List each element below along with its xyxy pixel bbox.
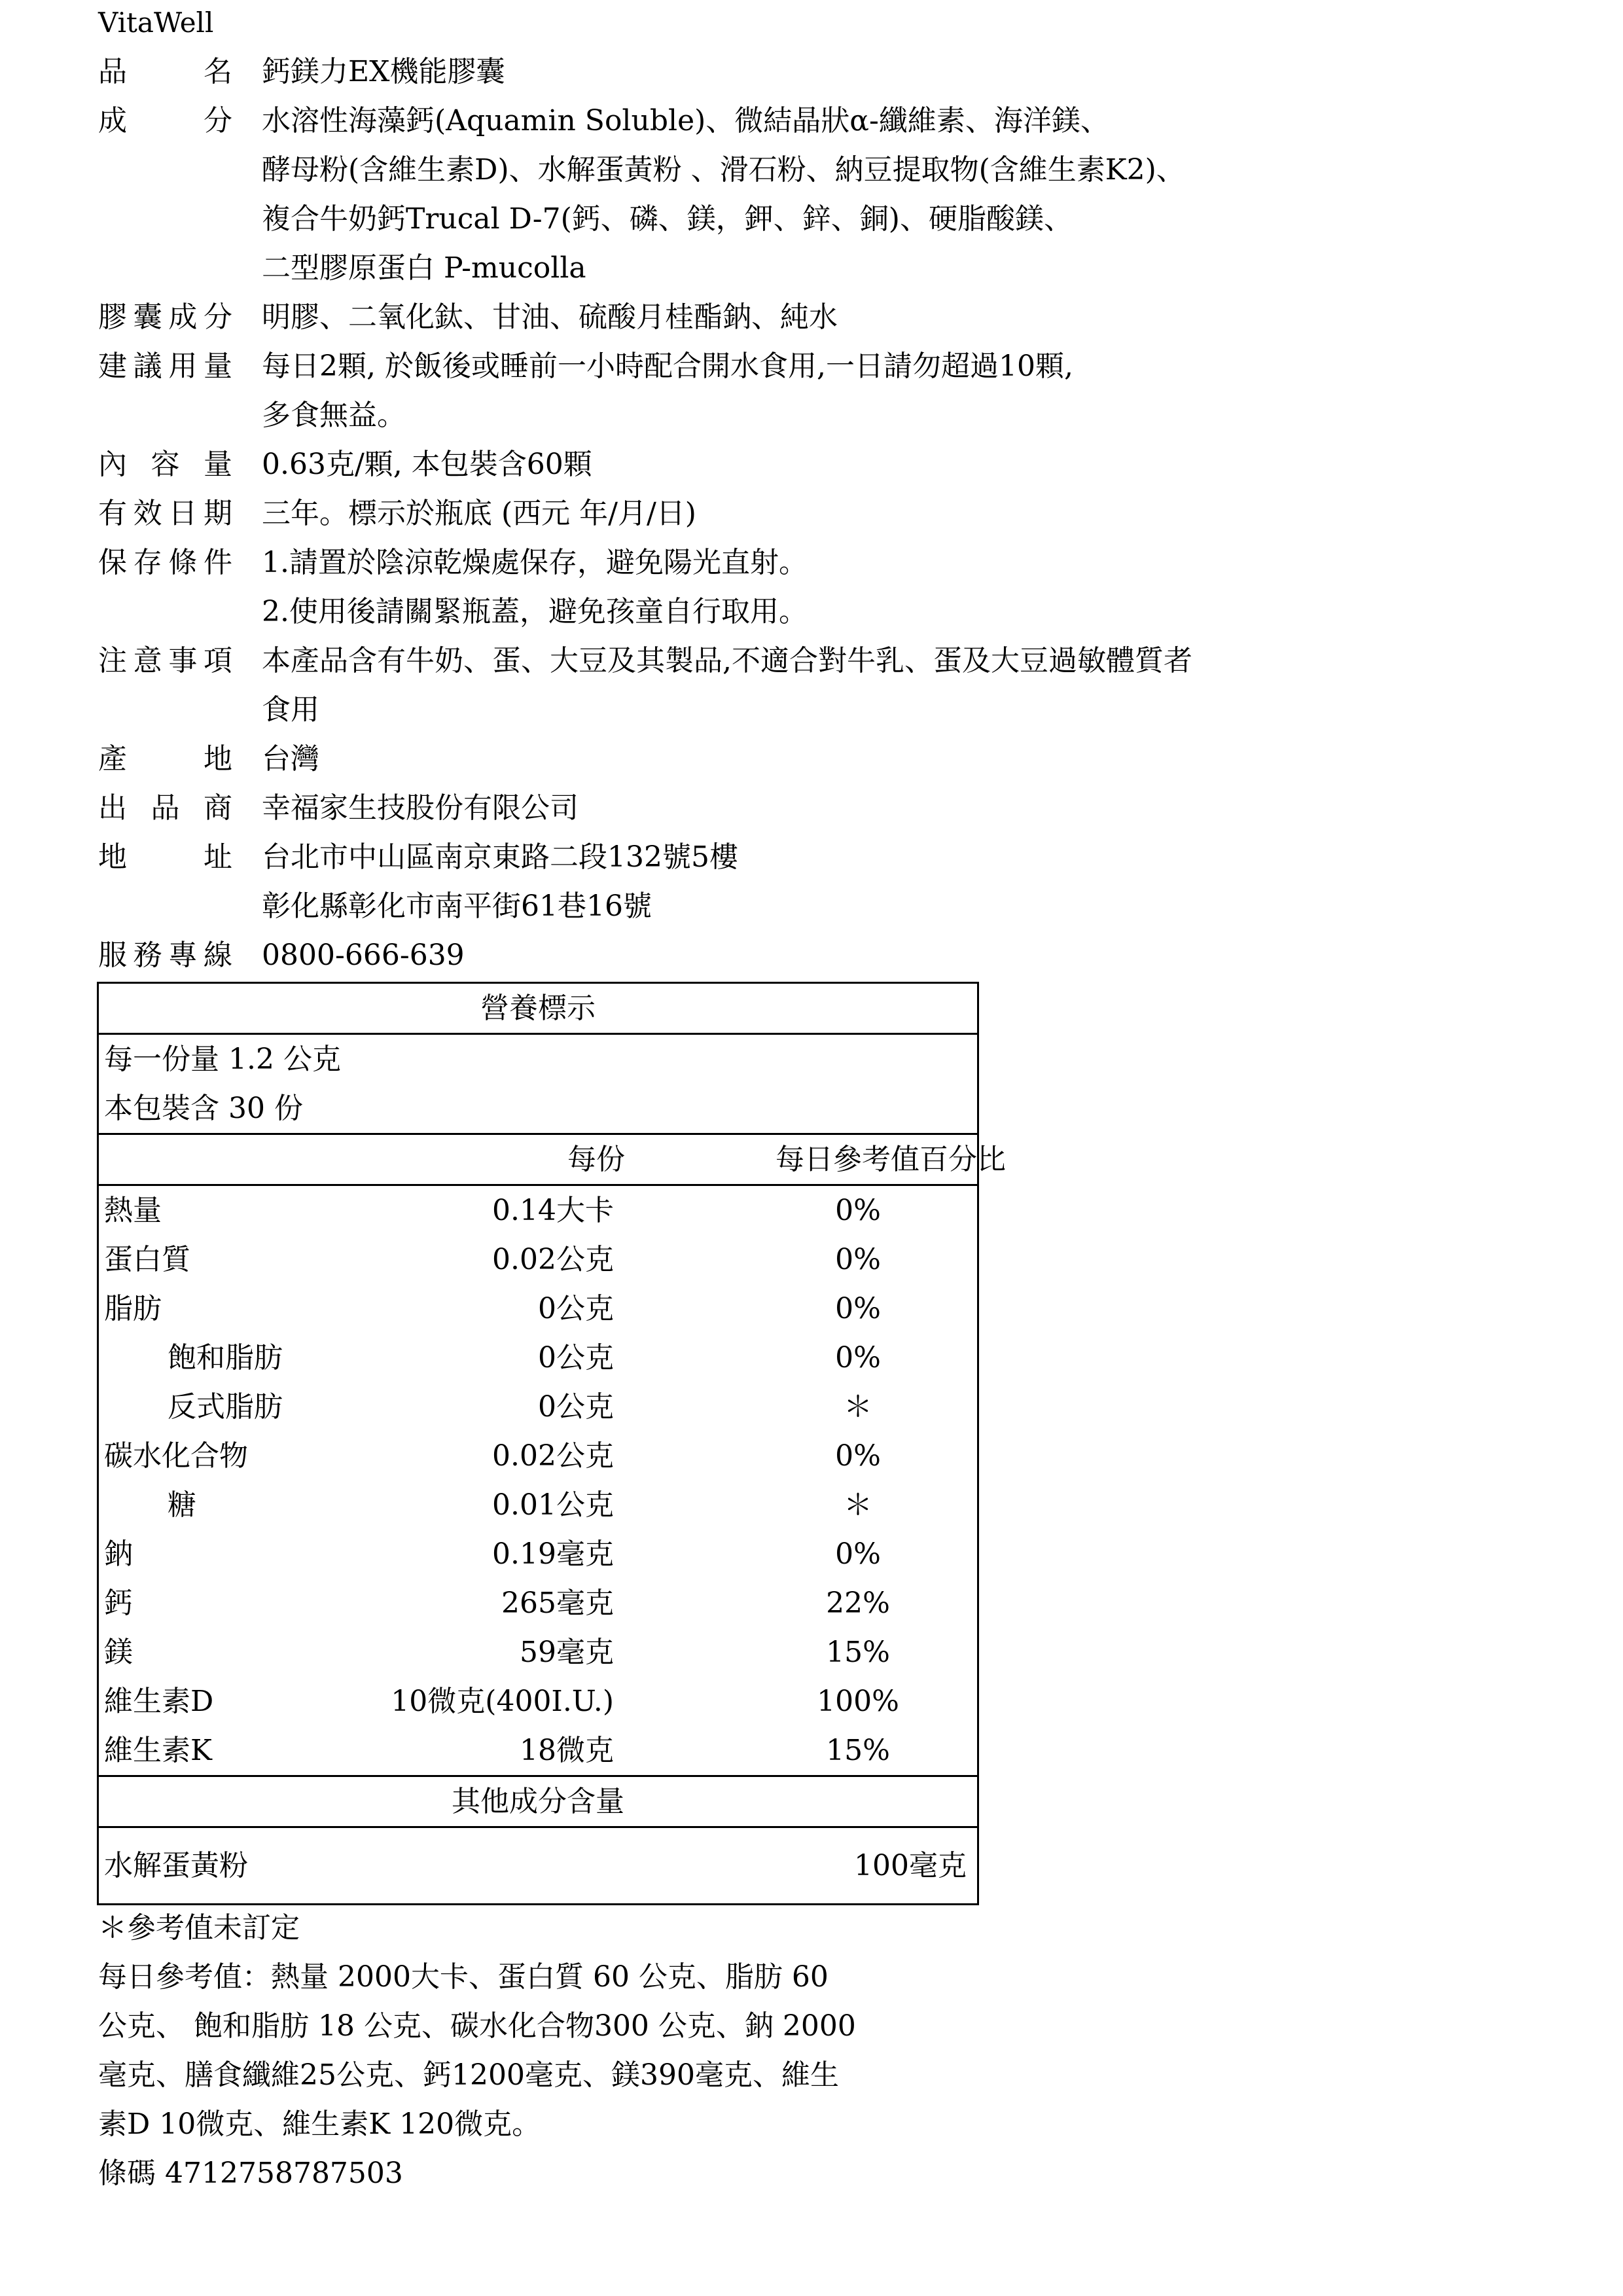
info-value: 2.使用後請關緊瓶蓋，避免孩童自行取用。: [262, 595, 808, 628]
nutrient-row: [99, 1431, 977, 1480]
nutrient-value: 0公克: [538, 1292, 614, 1325]
footer-note: 每日參考值：熱量 2000大卡、蛋白質 60 公克、脂肪 60: [98, 1960, 829, 1994]
nutrient-daily-value: 0%: [835, 1537, 881, 1571]
nutrient-row: [99, 1186, 977, 1235]
nutrient-name: 鈣: [104, 1587, 133, 1620]
info-value: 三年。標示於瓶底 (西元 年/月/日): [262, 497, 696, 530]
nutrient-rows: [99, 1184, 977, 1775]
info-value: 彰化縣彰化市南平街61巷16號: [262, 889, 652, 923]
nutrient-name: 鈉: [104, 1537, 133, 1571]
info-label: 有效日期: [98, 497, 232, 530]
info-value: 鈣鎂力EX機能膠囊: [262, 55, 505, 88]
nutrient-value: 0.02公克: [492, 1439, 614, 1473]
nutrient-value: 0公克: [538, 1341, 614, 1374]
footer-note: 公克、 飽和脂肪 18 公克、碳水化合物300 公克、鈉 2000: [98, 2009, 856, 2043]
nutrient-value: 265毫克: [501, 1587, 614, 1620]
info-label: 建議用量: [98, 350, 232, 383]
nutrient-daily-value: 100%: [817, 1685, 899, 1718]
nutrient-value: 10微克(400I.U.): [391, 1685, 614, 1718]
nutrient-name: 飽和脂肪: [168, 1341, 283, 1374]
nutrient-row: [99, 1579, 977, 1628]
serving-size: 每一份量 1.2 公克: [104, 1043, 341, 1076]
nutrient-daily-value: 15%: [826, 1734, 890, 1767]
nutrient-value: 59毫克: [520, 1636, 614, 1669]
nutrient-row: [99, 1726, 977, 1775]
nutrient-row: [99, 1530, 977, 1579]
footer-note: ＊參考值未訂定: [98, 1911, 300, 1945]
info-label: 保存條件: [98, 546, 232, 579]
other-ingredients-title: 其他成分含量: [99, 1775, 977, 1826]
column-header-row: [99, 1133, 1006, 1184]
info-value: 酵母粉(含維生素D)、水解蛋黃粉 、滑石粉、納豆提取物(含維生素K2)、: [262, 153, 1185, 187]
info-value: 幸福家生技股份有限公司: [262, 791, 579, 825]
serving-size-row: [99, 1033, 977, 1084]
other-ingredient-name: 水解蛋黃粉: [104, 1849, 248, 1882]
info-label: 服務專線: [98, 939, 232, 972]
nutrient-daily-value: ＊: [844, 1488, 872, 1522]
nutrition-table: [97, 982, 1006, 1905]
nutrient-value: 18微克: [520, 1734, 614, 1767]
footer-note: 毫克、膳食纖維25公克、鈣1200毫克、鎂390毫克、維生: [98, 2058, 839, 2092]
servings-row: [99, 1084, 977, 1133]
nutrient-name: 維生素K: [104, 1734, 212, 1767]
nutrient-value: 0.01公克: [492, 1488, 614, 1522]
nutrient-name: 熱量: [104, 1194, 162, 1227]
nutrient-daily-value: 0%: [835, 1439, 881, 1473]
nutrient-daily-value: 22%: [826, 1587, 890, 1620]
info-value: 台灣: [262, 742, 319, 776]
nutrient-value: 0公克: [538, 1390, 614, 1424]
footer-note: 素D 10微克、維生素K 120微克。: [98, 2108, 541, 2141]
nutrient-name: 反式脂肪: [168, 1390, 283, 1424]
nutrient-name: 維生素D: [104, 1685, 214, 1718]
info-value: 食用: [262, 693, 319, 726]
nutrient-name: 鎂: [104, 1636, 133, 1669]
info-value: 每日2顆, 於飯後或睡前一小時配合開水食用,一日請勿超過10顆,: [262, 350, 1073, 383]
info-value: 複合牛奶鈣Trucal D-7(鈣、磷、鎂，鉀、鋅、銅)、硬脂酸鎂、: [262, 202, 1073, 236]
nutrient-row: [99, 1628, 977, 1677]
daily-value-header: 每日參考值百分比: [776, 1143, 1006, 1176]
nutrient-row: [99, 1382, 977, 1431]
info-value: 水溶性海藻鈣(Aquamin Soluble)、微結晶狀α-纖維素、海洋鎂、: [262, 104, 1109, 137]
nutrient-daily-value: 0%: [835, 1194, 881, 1227]
nutrient-daily-value: 0%: [835, 1341, 881, 1374]
nutrient-daily-value: 0%: [835, 1243, 881, 1276]
nutrition-title: 營養標示: [480, 992, 596, 1025]
info-value: 1.請置於陰涼乾燥處保存，避免陽光直射。: [262, 546, 808, 579]
brand-name: VitaWell: [98, 7, 214, 39]
info-value: 多食無益。: [262, 399, 406, 432]
info-value: 本產品含有牛奶、蛋、大豆及其製品,不適合對牛乳、蛋及大豆過敏體質者: [262, 644, 1192, 677]
nutrient-value: 0.02公克: [492, 1243, 614, 1276]
info-value: 0800-666-639: [262, 939, 465, 972]
nutrient-row: [99, 1677, 977, 1726]
per-serving-header: 每份: [567, 1143, 625, 1176]
info-label: 地址: [98, 840, 232, 874]
servings-per-package: 本包裝含 30 份: [104, 1092, 303, 1125]
nutrient-name: 脂肪: [104, 1292, 162, 1325]
info-label: 出品商: [98, 791, 232, 825]
info-value: 0.63克/顆, 本包裝含60顆: [262, 448, 592, 481]
info-label: 膠囊成分: [98, 300, 232, 334]
nutrient-daily-value: ＊: [844, 1390, 872, 1424]
info-value: 二型膠原蛋白 P-mucolla: [262, 251, 586, 285]
nutrient-daily-value: 0%: [835, 1292, 881, 1325]
other-ingredient-row: [99, 1826, 977, 1903]
other-ingredient-value: 100毫克: [854, 1849, 967, 1882]
info-value: 台北市中山區南京東路二段132號5樓: [262, 840, 738, 874]
info-label: 產地: [98, 742, 232, 776]
nutrient-name: 蛋白質: [104, 1243, 190, 1276]
info-label: 品名: [98, 55, 232, 88]
info-label: 內容量: [98, 448, 232, 481]
nutrient-name: 糖: [168, 1488, 196, 1522]
info-label: 成分: [98, 104, 232, 137]
nutrient-value: 0.14大卡: [492, 1194, 614, 1227]
nutrient-value: 0.19毫克: [492, 1537, 614, 1571]
info-value: 明膠、二氧化鈦、甘油、硫酸月桂酯鈉、純水: [262, 300, 838, 334]
info-label: 注意事項: [98, 644, 232, 677]
nutrient-daily-value: 15%: [826, 1636, 890, 1669]
nutrient-name: 碳水化合物: [104, 1439, 248, 1473]
nutrient-row: [99, 1333, 977, 1382]
nutrient-row: [99, 1235, 977, 1284]
nutrient-row: [99, 1284, 977, 1333]
nutrient-row: [99, 1480, 977, 1530]
barcode-number: 條碼 4712758787503: [98, 2157, 403, 2190]
